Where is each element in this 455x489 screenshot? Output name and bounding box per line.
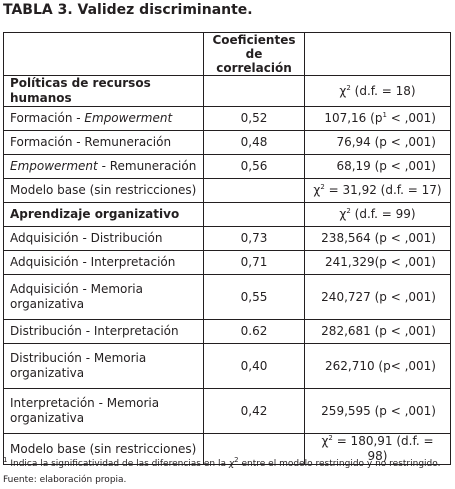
section-chi-ao: $\chi^2$ (d.f. = 99) [305,203,451,227]
row-value: 68,19 (p < ,001) [305,155,451,179]
row-coef: 0,52 [204,107,305,131]
header-coefficients [204,33,305,76]
row-label: Adquisición - Distribución [4,227,204,251]
row-label: Adquisición - Interpretación [4,251,204,275]
row-coef: 0,71 [204,251,305,275]
base-model-label: Modelo base (sin restricciones) [4,179,204,203]
table-row [4,389,451,434]
base-model-chi: $\chi^2 = 180,91$ (d.f. = 98) [305,434,451,465]
row-label: Distribución - Interpretación [4,320,204,344]
table-row [4,320,451,344]
section-empty [204,76,305,107]
header-row [4,33,451,76]
section-label-ao: Aprendizaje organizativo [4,203,204,227]
row-label: Interpretación - Memoria organizativa [4,389,204,434]
base-model-empty [204,179,305,203]
row-label: Formación - Empowerment [4,107,204,131]
base-model-row-hr [4,179,451,203]
row-value: 76,94 (p < ,001) [305,131,451,155]
discriminant-validity-table [3,32,451,465]
section-row-ao [4,203,451,227]
header-coef-line1: Coeficientes [212,33,296,47]
row-label: Distribución - Memoria organizativa [4,344,204,389]
row-value: 107,16 $(p^1 < ,001)$ [305,107,451,131]
row-value: 262,710 (p< ,001) [305,344,451,389]
table-title: TABLA 3. Validez discriminante. [3,2,253,18]
row-coef: 0,73 [204,227,305,251]
row-value: 240,727 (p < ,001) [305,275,451,320]
section-row-hr [4,76,451,107]
row-coef: 0,42 [204,389,305,434]
row-value: 238,564 (p < ,001) [305,227,451,251]
table-row [4,275,451,320]
section-label-hr: Políticas de recursos humanos [4,76,204,107]
header-coef-line2: de correlación [216,47,292,75]
table-row [4,155,451,179]
section-chi-hr: $\chi^2$ (d.f. = 18) [305,76,451,107]
table-row [4,251,451,275]
header-cell-empty [4,33,204,76]
row-coef: 0,40 [204,344,305,389]
table-row [4,131,451,155]
row-label: Empowerment - Remuneración [4,155,204,179]
table-row [4,227,451,251]
row-value: 259,595 (p < ,001) [305,389,451,434]
footnote: $^1$ Indica la significatividad de las diferencias en la $\chi^2$ entre el modelo restringido y no restringido. [3,456,441,469]
row-coef: 0.62 [204,320,305,344]
section-empty [204,203,305,227]
row-label: Adquisición - Memoria organizativa [4,275,204,320]
source-note: Fuente: elaboración propia. [3,475,127,485]
row-coef: 0,48 [204,131,305,155]
row-value: 282,681 (p < ,001) [305,320,451,344]
row-coef: 0,55 [204,275,305,320]
header-cell-empty-2 [305,33,451,76]
base-model-chi: $\chi^2 = 31,92$ (d.f. = 17) [305,179,451,203]
table-row [4,344,451,389]
row-coef: 0,56 [204,155,305,179]
table-row [4,107,451,131]
base-model-label: Modelo base (sin restricciones) [4,434,204,465]
row-label: Formación - Remuneración [4,131,204,155]
row-value: 241,329(p < ,001) [305,251,451,275]
